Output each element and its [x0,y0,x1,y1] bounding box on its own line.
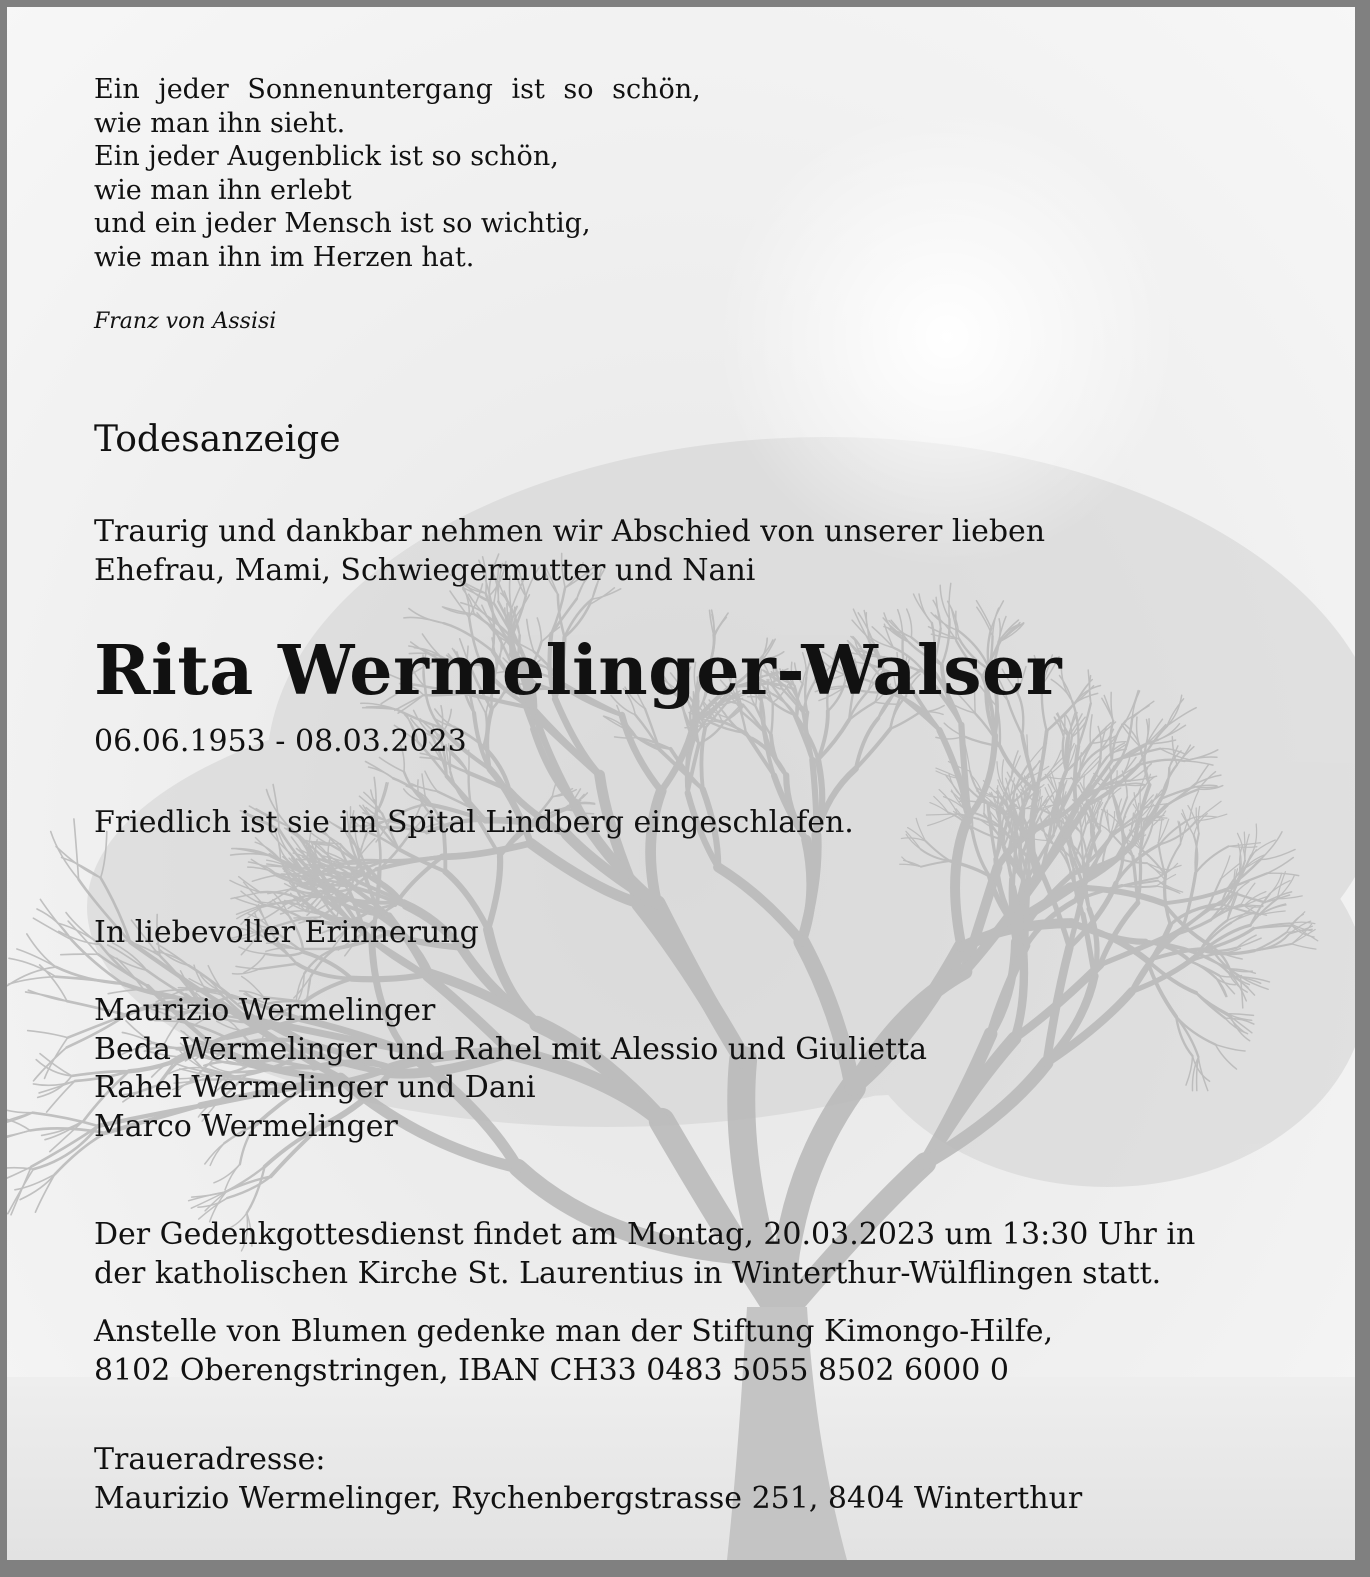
donation-line: 8102 Oberengstringen, IBAN CH33 0483 5055 8502 6000 0 [94,1353,1009,1388]
memorial-service [94,1215,1195,1293]
tree-branch [1026,877,1028,945]
tree-branch [1195,787,1218,788]
memorial-service-line: Der Gedenkgottesdienst findet am Montag, 20.03.2023 um 13:30 Uhr in [94,1217,1196,1252]
passing-statement: Friedlich ist sie im Spital Lindberg eingeschlafen. [94,805,854,840]
tree-branch [1017,808,1039,809]
obituary-card [7,7,1355,1560]
deceased-name: Rita Wermelinger-Walser [94,631,1063,711]
poem-author: Franz von Assisi [94,309,277,334]
poem [94,73,701,274]
poem-line: wie man ihn sieht. [94,107,346,139]
poem-line: Ein jeder Augenblick ist so schön, [94,141,559,172]
mourning-address-label: Traueradresse: [94,1442,326,1477]
family-member: Maurizio Wermelinger [94,993,436,1028]
poem-line: und ein jeder Mensch ist so wichtig, [94,208,591,239]
poem-line: wie man ihn im Herzen hat. [94,241,475,273]
family-member: Marco Wermelinger [94,1108,398,1144]
notice-heading: Todesanzeige [94,419,341,460]
farewell-intro-line: Ehefrau, Mami, Schwiegermutter und Nani [94,553,756,588]
tree-branch [61,954,98,955]
donation-info [94,1312,1053,1390]
mourning-address-value: Maurizio Wermelinger, Rychenbergstrasse 251, 8404 Winterthur [94,1481,1083,1516]
tree-branch [1125,785,1146,786]
poem-line: wie man ihn erlebt [94,174,352,206]
family-member: Beda Wermelinger und Rahel mit Alessio und Giulietta [94,1031,928,1067]
family-member: Rahel Wermelinger und Dani [94,1070,536,1105]
donation-line: Anstelle von Blumen gedenke man der Stiftung Kimongo-Hilfe, [94,1314,1054,1349]
farewell-intro [94,512,1045,590]
mourning-address [94,1440,1082,1518]
life-dates: 06.06.1953 - 08.03.2023 [94,724,467,759]
poem-line: Ein jeder Sonnenuntergang ist so schön, [94,74,701,105]
memorial-service-line: der katholischen Kirche St. Laurentius in Winterthur-Wülflingen statt. [94,1256,1162,1291]
family-list [94,992,927,1146]
memory-intro: In liebevoller Erinnerung [94,915,479,950]
farewell-intro-line: Traurig und dankbar nehmen wir Abschied von unserer lieben [94,514,1046,549]
tree-branch [1244,832,1245,861]
